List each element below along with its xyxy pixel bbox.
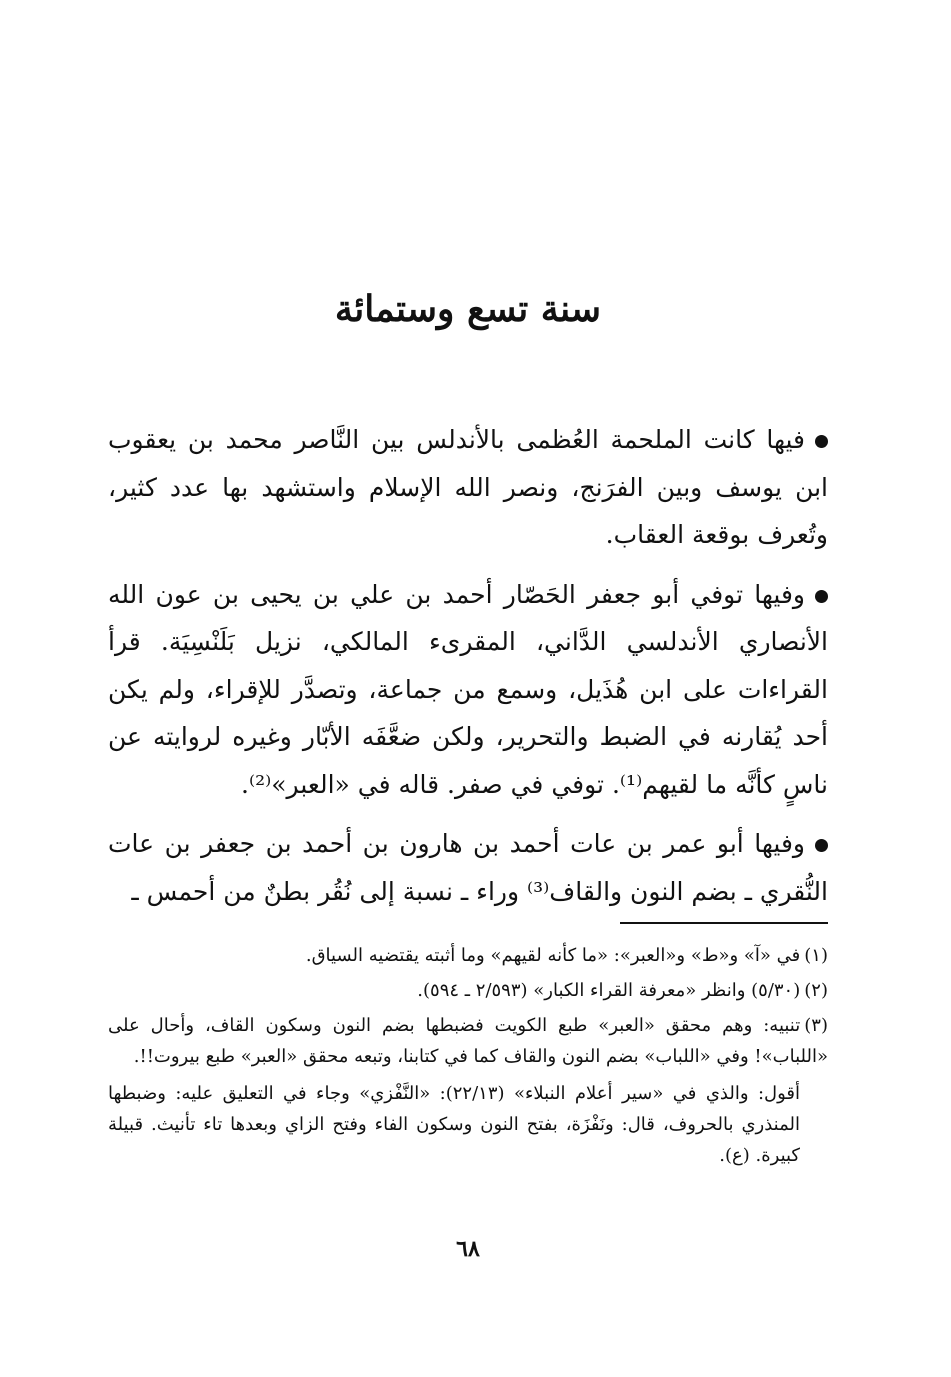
paragraph-text: فيها كانت الملحمة العُظمى بالأندلس بين النَّاصر محمد بن يعقوب ابن يوسف وبين الفرَنج، ونصر الله الإسلام واستشهد بها عدد كثير، وتُعرف بوقعة العقاب. xyxy=(108,425,828,549)
bullet-icon xyxy=(815,435,828,448)
bullet-icon xyxy=(815,839,828,852)
footnote-number: (٣) xyxy=(804,1015,828,1036)
footnotes xyxy=(108,940,828,1171)
bullet-icon xyxy=(815,590,828,603)
paragraph-ibn-at xyxy=(108,820,828,915)
footnote-number: (٢) xyxy=(804,980,828,1001)
footnote-text: (٥/٣٠) وانظر «معرفة القراء الكبار» (٢/٥٩٣ ـ ٥٩٤). xyxy=(417,980,801,1001)
book-page xyxy=(108,0,828,1377)
page-number: ٦٨ xyxy=(456,1236,480,1262)
paragraph-alhassar xyxy=(108,571,828,809)
footnote-divider xyxy=(620,922,828,924)
paragraph-text: وفيها أبو عمر بن عات أحمد بن هارون بن أحمد بن جعفر بن عات النُّقري ـ بضم النون والقاف⁽³⁾ وراء ـ نسبة إلى نُقُر بطنٌ من أحمس ـ xyxy=(108,829,828,906)
footnote-text: تنبيه: وهم محقق «العبر» طبع الكويت فضبطها بضم النون وسكون القاف، وأحال على «اللباب»! وفي «اللباب» بضم النون والقاف كما في كتابنا، وتبعه محقق «العبر» طبع بيروت!!. xyxy=(108,1015,828,1067)
footnote-number: (١) xyxy=(804,945,828,966)
footnote-editor-comment: أقول: والذي في «سير أعلام النبلاء» (٢٢/١٣): «النَّفْزي» وجاء في التعليق عليه: وضبطها المنذري بالحروف، قال: ونَفْزَة، بفتح النون وسكون الفاء وفتح الزاي وبعدها تاء تأنيث. قبيلة كبيرة. (ع). xyxy=(108,1083,800,1166)
main-text xyxy=(108,416,828,927)
footnote-2 xyxy=(108,975,828,1006)
paragraph-battle xyxy=(108,416,828,559)
paragraph-text: وفيها توفي أبو جعفر الحَصّار أحمد بن علي بن يحيى بن عون الله الأنصاري الأندلسي الدَّاني، المقرىء المالكي، نزيل بَلَنْسِيَة. قرأ القراءات على ابن هُذَيل، وسمع من جماعة، وتصدَّر للإقراء، ولم يكن أحد يُقارنه في الضبط والتحرير، ولكن ضعَّفَه الأبّار وغيره لروايته عن ناسٍ كأنَّه ما لقيهم⁽¹⁾. توفي في صفر. قاله في «العبر»⁽²⁾. xyxy=(108,579,828,799)
footnote-1 xyxy=(108,940,828,971)
page-title: سنة تسع وستمائة xyxy=(334,288,602,331)
footnote-text: في «آ» و«ط» و«العبر»: «ما كأنه لقيهم» وما أثبته يقتضيه السياق. xyxy=(305,945,801,966)
footnote-3 xyxy=(108,1010,828,1072)
